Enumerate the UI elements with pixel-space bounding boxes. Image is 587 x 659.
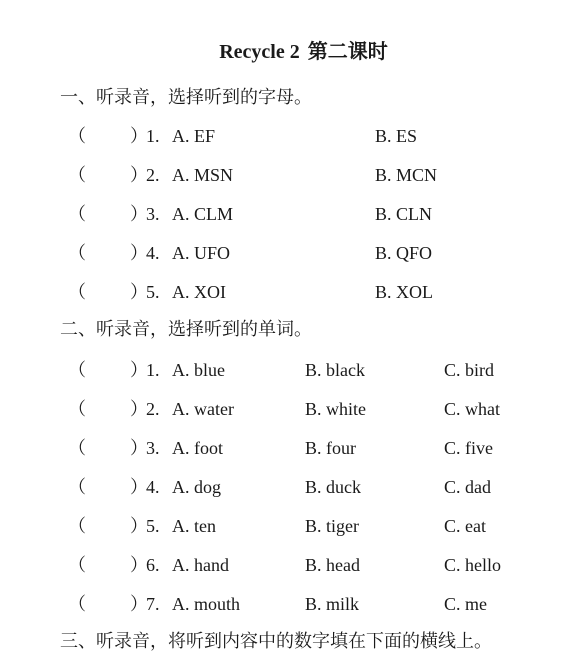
question-row bbox=[0, 592, 587, 616]
option-b: B. milk bbox=[305, 594, 360, 614]
title-chinese: 第二课时 bbox=[307, 41, 388, 63]
option-c: C. dad bbox=[444, 477, 491, 497]
answer-bracket-close: ） bbox=[130, 594, 148, 614]
answer-bracket-close: ） bbox=[130, 126, 148, 146]
title-english: Recycle 2 bbox=[219, 41, 300, 63]
question-row bbox=[0, 514, 587, 538]
option-b: B. duck bbox=[305, 477, 361, 497]
answer-bracket-open: （ bbox=[68, 594, 86, 614]
question-number: 2. bbox=[146, 165, 160, 185]
option-b: B. XOL bbox=[375, 282, 433, 302]
option-a: A. blue bbox=[172, 360, 225, 380]
question-row bbox=[0, 241, 587, 265]
option-b: B. ES bbox=[375, 126, 418, 146]
option-b: B. QFO bbox=[375, 243, 433, 263]
answer-bracket-close: ） bbox=[130, 360, 148, 380]
answer-bracket-open: （ bbox=[68, 399, 86, 419]
option-b: B. CLN bbox=[375, 204, 433, 224]
question-row bbox=[0, 475, 587, 499]
answer-bracket-close: ） bbox=[130, 438, 148, 458]
question-number: 7. bbox=[146, 594, 160, 614]
option-a: A. MSN bbox=[172, 165, 234, 185]
answer-bracket-close: ） bbox=[130, 516, 148, 536]
option-b: B. MCN bbox=[375, 165, 438, 185]
option-a: A. foot bbox=[172, 438, 223, 458]
answer-bracket-close: ） bbox=[130, 282, 148, 302]
question-row bbox=[0, 202, 587, 226]
option-b: B. four bbox=[305, 438, 356, 458]
option-a: A. XOI bbox=[172, 282, 226, 302]
section-2-heading: 二、听录音，选择听到的单词。 bbox=[60, 319, 312, 340]
option-a: A. hand bbox=[172, 555, 229, 575]
option-c: C. five bbox=[444, 438, 493, 458]
option-b: B. tiger bbox=[305, 516, 359, 536]
section-1-heading: 一、听录音，选择听到的字母。 bbox=[60, 87, 312, 108]
question-number: 6. bbox=[146, 555, 160, 575]
option-a: A. CLM bbox=[172, 204, 234, 224]
option-b: B. black bbox=[305, 360, 365, 380]
answer-bracket-close: ） bbox=[130, 477, 148, 497]
answer-bracket-open: （ bbox=[68, 165, 86, 185]
answer-bracket-open: （ bbox=[68, 360, 86, 380]
question-number: 4. bbox=[146, 477, 160, 497]
answer-bracket-close: ） bbox=[130, 165, 148, 185]
answer-bracket-open: （ bbox=[68, 204, 86, 224]
question-row bbox=[0, 358, 587, 382]
page-title bbox=[0, 38, 587, 66]
answer-bracket-open: （ bbox=[68, 555, 86, 575]
question-number: 4. bbox=[146, 243, 160, 263]
question-number: 5. bbox=[146, 282, 160, 302]
option-c: C. what bbox=[444, 399, 500, 419]
question-row bbox=[0, 124, 587, 148]
option-c: C. bird bbox=[444, 360, 495, 380]
answer-bracket-open: （ bbox=[68, 516, 86, 536]
option-a: A. dog bbox=[172, 477, 221, 497]
section-3-heading: 三、听录音，将听到内容中的数字填在下面的横线上。 bbox=[60, 631, 492, 652]
question-row bbox=[0, 163, 587, 187]
answer-bracket-open: （ bbox=[68, 126, 86, 146]
question-row bbox=[0, 280, 587, 304]
question-row bbox=[0, 436, 587, 460]
question-row bbox=[0, 397, 587, 421]
option-a: A. mouth bbox=[172, 594, 241, 614]
option-a: A. EF bbox=[172, 126, 216, 146]
question-number: 3. bbox=[146, 204, 160, 224]
option-b: B. head bbox=[305, 555, 360, 575]
answer-bracket-close: ） bbox=[130, 555, 148, 575]
answer-bracket-close: ） bbox=[130, 399, 148, 419]
option-a: A. ten bbox=[172, 516, 216, 536]
question-number: 3. bbox=[146, 438, 160, 458]
answer-bracket-open: （ bbox=[68, 243, 86, 263]
question-number: 1. bbox=[146, 126, 160, 146]
question-number: 1. bbox=[146, 360, 160, 380]
option-a: A. UFO bbox=[172, 243, 231, 263]
question-number: 5. bbox=[146, 516, 160, 536]
answer-bracket-open: （ bbox=[68, 282, 86, 302]
option-c: C. eat bbox=[444, 516, 486, 536]
option-a: A. water bbox=[172, 399, 234, 419]
answer-bracket-close: ） bbox=[130, 204, 148, 224]
option-b: B. white bbox=[305, 399, 366, 419]
option-c: C. hello bbox=[444, 555, 501, 575]
option-c: C. me bbox=[444, 594, 487, 614]
answer-bracket-open: （ bbox=[68, 438, 86, 458]
question-number: 2. bbox=[146, 399, 160, 419]
answer-bracket-open: （ bbox=[68, 477, 86, 497]
question-row bbox=[0, 553, 587, 577]
answer-bracket-close: ） bbox=[130, 243, 148, 263]
